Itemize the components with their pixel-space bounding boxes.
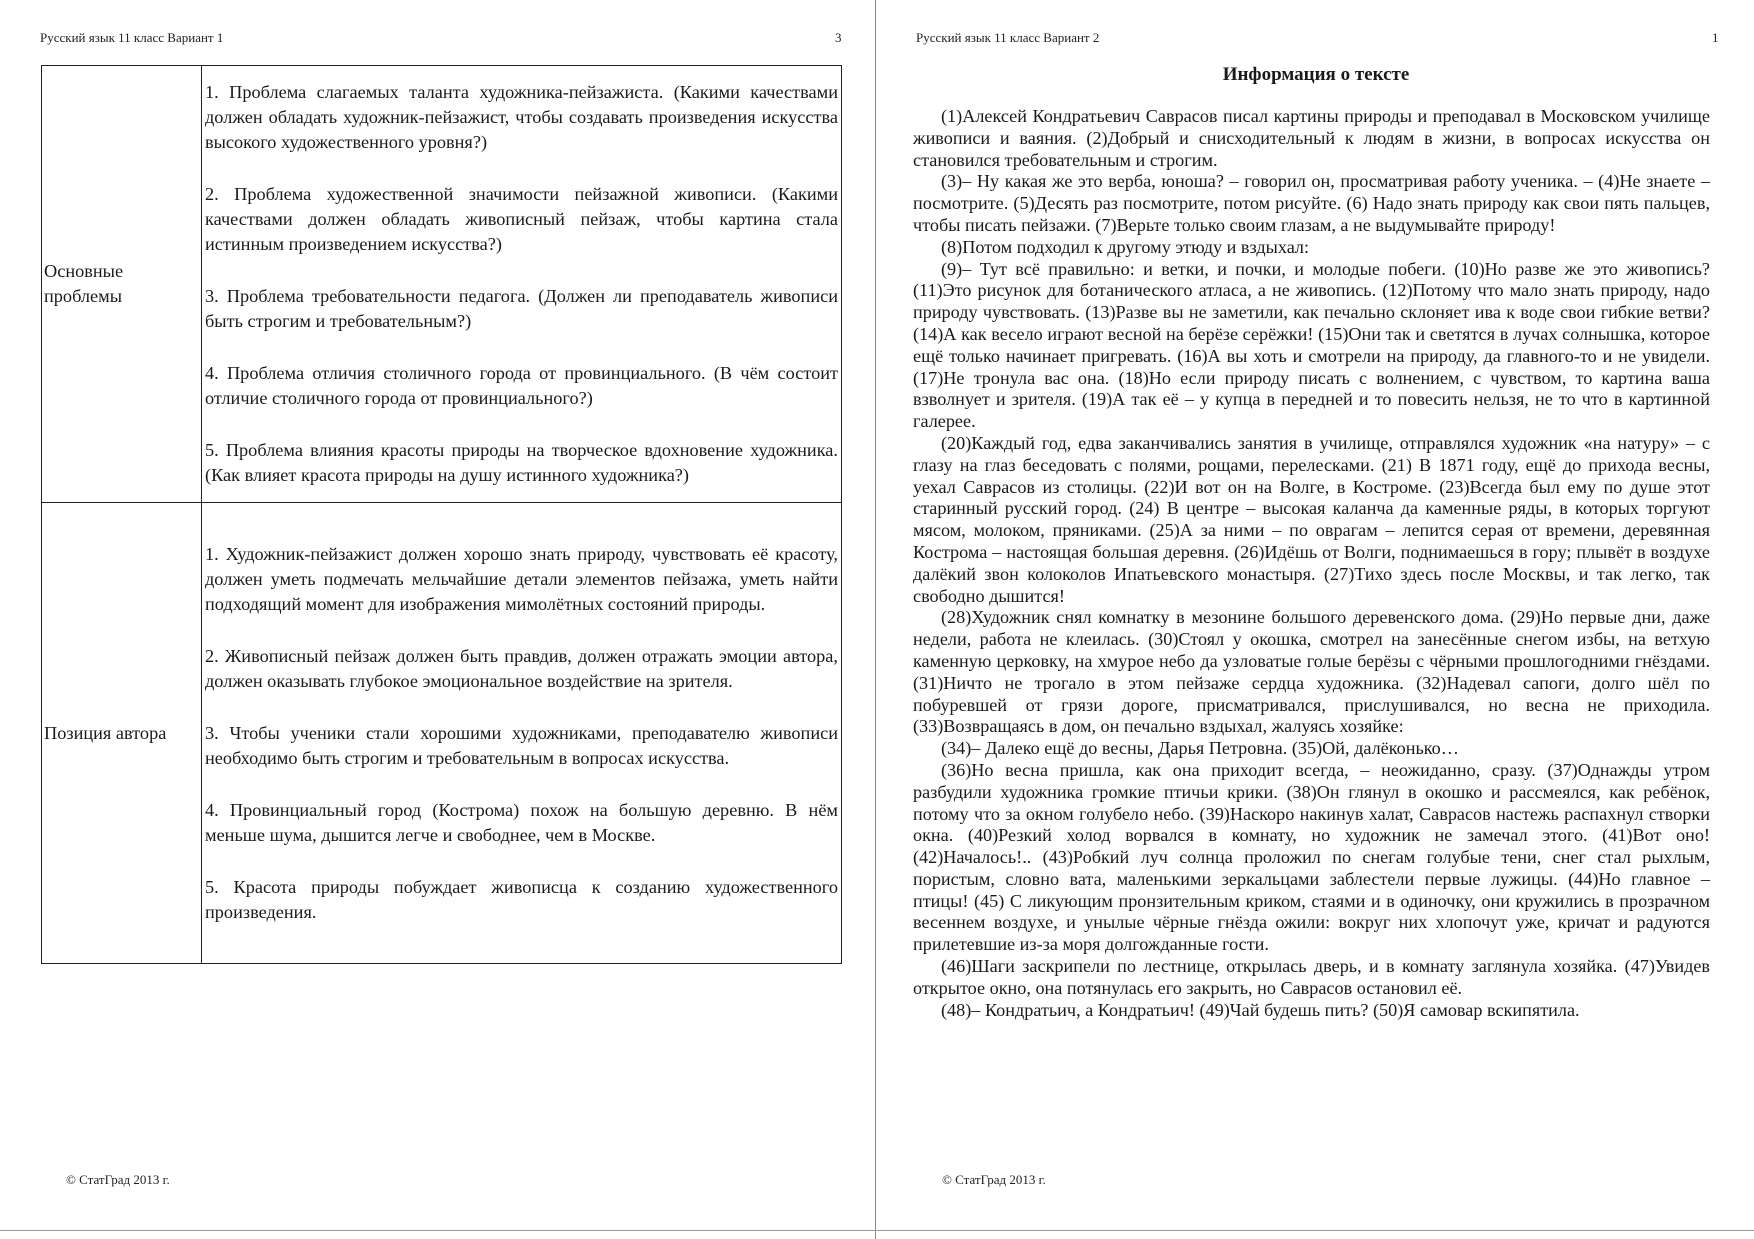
position-item: 3. Чтобы ученики стали хорошими художниками, преподавателю живописи необходимо быть строгим и требовательным в вопросах искусства.	[205, 722, 838, 768]
problem-item: 2. Проблема художественной значимости пейзажной живописи. (Какими качествами должен обладать живописный пейзаж, чтобы картина стала истинным произведением искусства?)	[205, 184, 838, 254]
text-paragraph: (48)– Кондратьич, а Кондратьич! (49)Чай будешь пить? (50)Я самовар вскипятила.	[941, 999, 1580, 1020]
position-item: 1. Художник-пейзажист должен хорошо знать природу, чувствовать её красоту, должен уметь подмечать мельчайшие детали элементов пейзажа, уметь найти подходящий момент для изображения мимолётных состояний природы.	[205, 543, 838, 614]
text-body	[913, 106, 1710, 1021]
problems-row	[42, 66, 842, 503]
left-page	[0, 0, 874, 1230]
text-paragraph: (3)– Ну какая же это верба, юноша? – говорил он, просматривая работу ученика. – (4)Не знаете – посмотрите. (5)Десять раз посмотрите, потом рисуйте. (6) Надо знать природу как свои пять пальцев, чтобы писать пейзажи. (7)Верьте только своим глазам, а не выдумывайте природу!	[913, 171, 1710, 235]
position-item: 5. Красота природы побуждает живописца к созданию художественного произведения.	[205, 876, 838, 922]
text-paragraph: (34)– Далеко ещё до весны, Дарья Петровна. (35)Ой, далёконько…	[941, 738, 1459, 759]
problem-item: 4. Проблема отличия столичного города от провинциального. (В чём состоит отличие столичного города от провинциального?)	[205, 363, 838, 408]
section-title: Информация о тексте	[1222, 64, 1410, 85]
position-item: 2. Живописный пейзаж должен быть правдив, должен отражать эмоции автора, должен оказывать глубокое эмоциональное воздействие на зрителя.	[205, 645, 838, 691]
text-paragraph: (46)Шаги заскрипели по лестнице, открылась дверь, и в комнату заглянула хозяйка. (47)Увидев открытое окно, она потянулась его закрыть, но Саврасов остановил её.	[913, 956, 1710, 998]
text-paragraph: (20)Каждый год, едва заканчивались занятия в училище, отправлялся художник «на натуру» – с глазу на глаз беседовать с полями, рощами, перелесками. (21) В 1871 году, ещё до прихода весны, уехал Саврасов из столицы. (22)И вот он на Волге, в Костроме. (23)Всегда был ему по душе этот старинный русский город. (24) В центре – высокая каланча да каменные ряды, в которых торгуют мясом, молоком, пряниками. (25)А за ними – по оврагам – лепится серая от времени, деревянная Кострома – настоящая большая деревня. (26)Идёшь от Волги, поднимаешься в гору; плывёт в воздухе далёкий звон колоколов Ипатьевского монастыря. (27)Тихо здесь после Москвы, и так легко, так свободно дышится!	[913, 432, 1710, 606]
left-footer: © СтатГрад 2013 г.	[66, 1172, 170, 1187]
problems-label: Основные проблемы	[42, 66, 202, 503]
text-paragraph: (9)– Тут всё правильно: и ветки, и почки, и молодые побеги. (10)Но разве же это живопись? (11)Это рисунок для ботанического атласа, а не живопись. (12)Потому что мало знать природу, надо природу чувствовать. (13)Разве вы не заметили, как печально склоняет ива к воде свои гибкие ветви? (14)А как весело играют весной на берёзе серёжки! (15)Они так и светятся в лучах солнышка, которое ещё только начинает пригревать. (16)А вы хоть и смотрели на природу, да главного-то и не увидели. (17)Не тронула вас она. (18)Но если природу писать с волнением, с чувством, то картина ваша взволнует и зрителя. (19)А так её – у купца в передней и то повесить нельзя, не то что в картинной галерее.	[913, 258, 1710, 432]
problems-table	[41, 65, 842, 964]
problem-item: 3. Проблема требовательности педагога. (Должен ли преподаватель живописи быть строгим и требовательным?)	[205, 286, 838, 331]
text-paragraph: (1)Алексей Кондратьевич Саврасов писал картины природы и преподавал в Московском училище живописи и ваяния. (2)Добрый и снисходительный к людям в жизни, в вопросах искусства он становился требовательным и строгим.	[913, 106, 1710, 170]
text-paragraph: (8)Потом подходил к другому этюду и вздыхал:	[941, 236, 1310, 257]
right-header-title: Русский язык 11 класс Вариант 2	[916, 30, 1100, 45]
problems-list	[202, 66, 842, 503]
left-page-number: 3	[835, 30, 842, 45]
text-paragraph: (28)Художник снял комнатку в мезонине большого деревенского дома. (29)Но первые дни, даже недели, работа не клеилась. (30)Стоял у окошка, смотрел на занесённые снегом избы, на ветхую каменную церковку, на хмурое небо да узловатые голые берёзы с чёрными прошлогодними гнёздами. (31)Ничто не трогало в этом пейзаже сердца художника. (32)Надевал сапоги, долго шёл по побуревшей от грязи дороге, присматривался, прислушивался, но весна не приходила. (33)Возвращаясь в дом, он печально вздыхал, жалуясь хозяйке:	[913, 607, 1710, 737]
bottom-border	[0, 1230, 1754, 1231]
right-page-number: 1	[1712, 30, 1719, 45]
page-divider	[875, 0, 876, 1239]
right-footer: © СтатГрад 2013 г.	[942, 1172, 1046, 1187]
author-position-label: Позиция автора	[42, 503, 202, 964]
position-item: 4. Провинциальный город (Кострома) похож на большую деревню. В нём меньше шума, дышится легче и свободнее, чем в Москве.	[205, 799, 838, 845]
author-position-row	[42, 503, 842, 964]
text-paragraph: (36)Но весна пришла, как она приходит всегда, – неожиданно, сразу. (37)Однажды утром разбудили художника громкие птичьи крики. (38)Он глянул в окошко и рассмеялся, как ребёнок, потому что за окном голубело небо. (39)Наскоро накинув халат, Саврасов настежь распахнул створки окна. (40)Резкий холод ворвался в комнату, но художник не замечал этого. (41)Вот оно! (42)Началось!.. (43)Робкий луч солнца проложил по снегам голубые тени, снег стал рыхлым, пористым, словно вата, маленькими зеркальцами заблестели первые лужицы. (44)Но главное – птицы! (45) С ликующим пронзительным криком, стаями и в одиночку, они кружились в прозрачном весеннем воздухе, и унылые чёрные гнёзда ожили: вокруг них хлопочут уже, кричат и радуются прилетевшие из-за моря долгожданные гости.	[913, 759, 1710, 955]
author-position-list	[202, 503, 842, 964]
left-header-title: Русский язык 11 класс Вариант 1	[40, 30, 224, 45]
problem-item: 1. Проблема слагаемых таланта художника-пейзажиста. (Какими качествами должен обладать художник-пейзажист, чтобы создавать произведения искусства высокого художественного уровня?)	[205, 82, 838, 152]
right-page	[878, 0, 1754, 1230]
problem-item: 5. Проблема влияния красоты природы на творческое вдохновение художника. (Как влияет красота природы на душу истинного художника?)	[205, 440, 838, 485]
